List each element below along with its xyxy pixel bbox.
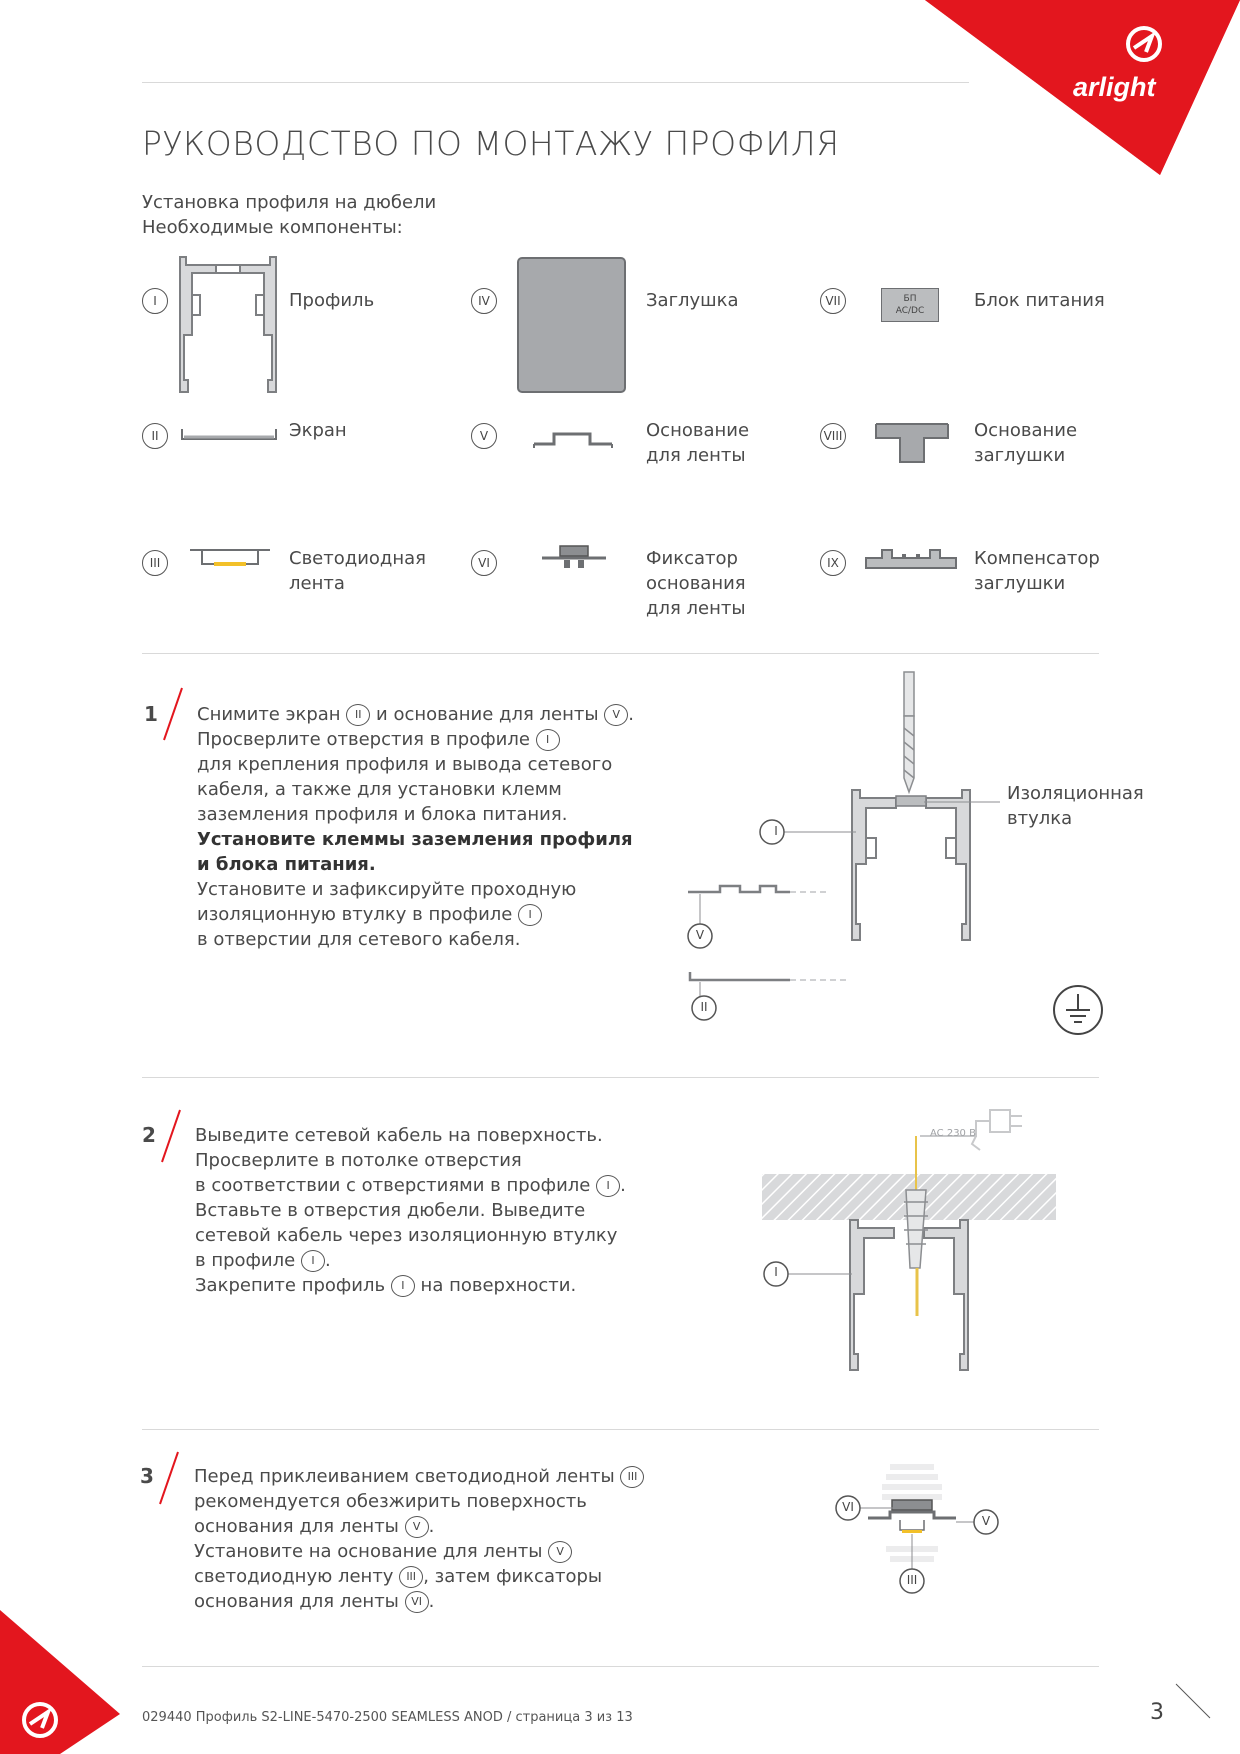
step-3-number: 3 [140,1464,154,1488]
strip-fixer-icon [540,544,608,572]
component-label-2 [289,418,347,443]
step-3-callout-base: V [981,1514,991,1528]
step-1-line: в отверстии для сетевого кабеля. [197,929,521,950]
component-label-8-line-1: Основание [974,420,1078,441]
step-1-callout-base: V [695,928,705,942]
step-1-line: изоляционную втулку в профиле I [197,902,634,927]
power-supply-icon [881,288,939,322]
footer-rule [142,1666,1099,1667]
step-1-number: 1 [144,702,158,726]
step-2-text [195,1123,626,1298]
component-num-1: I [142,288,168,314]
step-1-line: для крепления профиля и вывода сетевого [197,754,613,775]
step-1-callout-bushing [1007,781,1144,831]
step-1-text [197,702,634,952]
component-label-7 [974,288,1105,313]
step-1-line: Просверлите отверстия в профиле I [197,727,634,752]
step-2-line: Выведите сетевой кабель на поверхность. [195,1125,603,1146]
brand-corner-bottom [0,1610,120,1754]
component-label-1-line: Профиль [289,290,375,311]
step-1-slash [160,686,184,742]
step-3-line: Перед приклеиванием светодиодной ленты III [194,1464,644,1489]
step-1-line: кабеля, а также для установки клемм [197,779,562,800]
step-1-line: Снимите экран II и основание для ленты V . [197,704,635,725]
end-cap-icon [517,257,627,393]
power-supply-icon-line-1: БП [903,294,917,304]
component-label-5-line-1: Основание [646,420,750,441]
step-2-line: Просверлите в потолке отверстия [195,1150,522,1171]
profile-icon [172,255,284,395]
component-num-3: III [142,550,168,576]
step-1-illustration [680,668,1120,1038]
step-2-line: Закрепите профиль I на поверхности. [195,1275,577,1296]
step-2-callout-profile: I [774,1265,778,1279]
step-1-line: заземления профиля и блока питания. [197,804,568,825]
step-3-line: основания для ленты VI . [194,1591,435,1612]
step-2-illustration [760,1106,1060,1380]
step-2-line: сетевой кабель через изоляционную втулку [195,1225,618,1246]
step-2-line: в профиле I . [195,1250,331,1271]
page-title: РУКОВОДСТВО ПО МОНТАЖУ ПРОФИЛЯ [142,124,840,163]
component-label-1 [289,288,374,313]
top-rule [142,82,969,83]
component-label-4-line: Заглушка [646,290,739,311]
component-num-2: II [142,423,168,449]
intro-line-1: Установка профиля на дюбели [142,192,437,213]
step-3-callout-strip: III [906,1573,918,1587]
led-strip-icon [188,548,272,570]
step-2-number: 2 [142,1123,156,1147]
component-label-8 [974,418,1077,468]
strip-base-icon [532,428,614,450]
component-num-9: IX [820,550,846,576]
step-3-slash [156,1450,180,1506]
step-3-line: основания для ленты V . [194,1516,435,1537]
step-1-callout-profile: I [774,824,778,838]
component-label-6 [646,546,746,621]
step-3-text [194,1464,644,1614]
step-1-line-bold: Установите клеммы заземления профиля [197,829,633,850]
component-label-3 [289,546,426,596]
step-1-line: Установите и зафиксируйте проходную [197,879,577,900]
component-label-8-line-2: заглушки [974,445,1066,466]
component-num-5: V [471,423,497,449]
step-3-line: рекомендуется обезжирить поверхность [194,1491,587,1512]
component-label-5-line-2: для ленты [646,445,746,466]
section-rule-1 [142,653,1099,654]
screen-icon [180,425,280,445]
step-2-line: Вставьте в отверстия дюбели. Выведите [195,1200,586,1221]
step-2-line: в соответствии с отверстиями в профиле I . [195,1175,626,1196]
component-label-2-line: Экран [289,420,347,441]
component-label-4 [646,288,739,313]
component-num-8: VIII [820,423,846,449]
component-label-9-line-1: Компенсатор [974,548,1100,569]
component-label-7-line: Блок питания [974,290,1105,311]
page-number-slash [1172,1680,1212,1720]
section-rule-2 [142,1077,1099,1078]
component-label-9-line-2: заглушки [974,573,1066,594]
component-label-6-line-2: основания [646,573,746,594]
component-label-5 [646,418,749,468]
section-rule-3 [142,1429,1099,1430]
brand-logo: arlight [1073,72,1156,102]
step-3-line: Установите на основание для ленты V [194,1539,644,1564]
power-supply-icon-line-2: AC/DC [895,306,925,316]
step-3-callout-fixer: VI [842,1500,854,1514]
step-3-line: светодиодную ленту III , затем фиксаторы [194,1566,603,1587]
component-num-6: VI [471,550,497,576]
cap-base-icon [874,422,950,464]
step-1-callout-bushing-line-2: втулка [1007,808,1073,829]
component-num-7: VII [820,288,846,314]
component-label-3-line-1: Светодиодная [289,548,426,569]
step-1-line-bold: и блока питания. [197,854,376,875]
step-2-slash [158,1108,182,1164]
intro [142,190,436,240]
component-label-6-line-3: для ленты [646,598,746,619]
cap-compensator-icon [864,546,958,572]
component-label-3-line-2: лента [289,573,345,594]
footer-text: 029440 Профиль S2-LINE-5470-2500 SEAMLESS ANOD / страница 3 из 13 [142,1710,633,1725]
step-1-callout-bushing-line-1: Изоляционная [1007,783,1144,804]
component-num-4: IV [471,288,497,314]
component-label-9 [974,546,1100,596]
intro-line-2: Необходимые компоненты: [142,217,403,238]
step-1-callout-screen: II [700,1000,708,1014]
component-label-6-line-1: Фиксатор [646,548,738,569]
step-2-callout-voltage: AC 230 В [930,1128,976,1139]
page-number: 3 [1150,1700,1164,1725]
